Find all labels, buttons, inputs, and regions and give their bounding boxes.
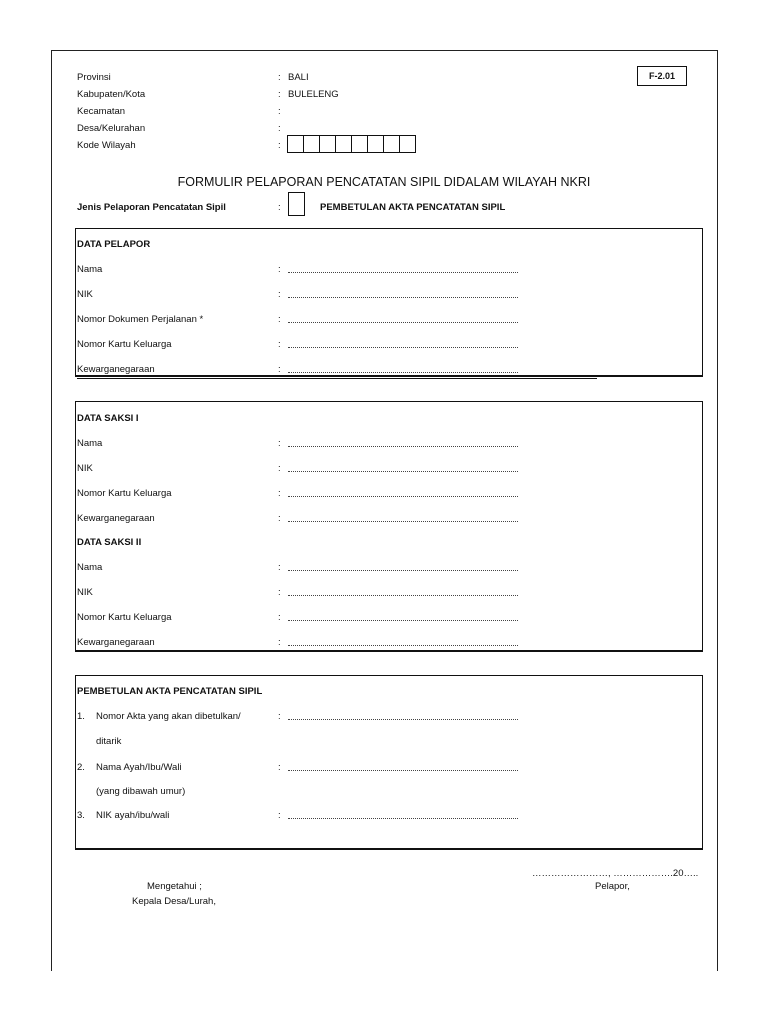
nik-ayah-label: NIK ayah/ibu/wali [96,810,170,821]
colon: : [278,637,281,648]
item-number: 2. [77,762,85,773]
colon: : [278,264,281,275]
kode-box[interactable] [287,135,304,153]
pelapor-dokumen-field[interactable] [288,322,518,323]
pelapor-nik-field[interactable] [288,297,518,298]
saksi2-kewarganegaraan-field[interactable] [288,645,518,646]
form-code-badge: F-2.01 [637,66,687,86]
kode-wilayah-colon: : [278,140,281,151]
kabupaten-colon: : [278,89,281,100]
jenis-colon: : [278,202,281,213]
kode-box[interactable] [399,135,416,153]
pembetulan-heading: PEMBETULAN AKTA PENCATATAN SIPIL [77,686,263,697]
saksi2-nama-label: Nama [77,562,103,573]
colon: : [278,810,281,821]
nik-ayah-field[interactable] [288,818,518,819]
saksi1-nik-label: NIK [77,463,93,474]
jenis-label: Jenis Pelaporan Pencatatan Sipil [77,202,226,213]
kode-box[interactable] [383,135,400,153]
kecamatan-label: Kecamatan [77,106,126,117]
saksi1-kewarganegaraan-field[interactable] [288,521,518,522]
saksi2-nik-field[interactable] [288,595,518,596]
mengetahui-label: Mengetahui ; [147,881,202,892]
kode-box[interactable] [319,135,336,153]
colon: : [278,488,281,499]
colon: : [278,762,281,773]
jenis-value: PEMBETULAN AKTA PENCATATAN SIPIL [320,202,506,213]
kode-box[interactable] [335,135,352,153]
saksi1-nama-field[interactable] [288,446,518,447]
nomor-akta-label-cont: ditarik [96,736,122,747]
saksi2-kewarganegaraan-label: Kewarganegaraan [77,637,155,648]
kabupaten-label: Kabupaten/Kota [77,89,146,100]
pelapor-dokumen-label: Nomor Dokumen Perjalanan * [77,314,204,325]
row-underline [77,378,597,379]
kode-wilayah-label: Kode Wilayah [77,140,136,151]
pelapor-heading: DATA PELAPOR [77,239,151,250]
colon: : [278,438,281,449]
pelapor-kewarganegaraan-label: Kewarganegaraan [77,364,155,375]
saksi1-kk-label: Nomor Kartu Keluarga [77,488,172,499]
provinsi-label: Provinsi [77,72,111,83]
saksi2-kk-label: Nomor Kartu Keluarga [77,612,172,623]
nama-ayah-label: Nama Ayah/Ibu/Wali [96,762,182,773]
kode-box[interactable] [303,135,320,153]
pelapor-kewarganegaraan-field[interactable] [288,372,518,373]
desa-label: Desa/Kelurahan [77,123,146,134]
kabupaten-value: BULELENG [288,89,339,100]
saksi2-heading: DATA SAKSI II [77,537,142,548]
pelapor-nama-field[interactable] [288,272,518,273]
jenis-checkbox[interactable] [288,192,305,216]
provinsi-value: BALI [288,72,309,83]
colon: : [278,711,281,722]
colon: : [278,339,281,350]
colon: : [278,289,281,300]
colon: : [278,612,281,623]
form-title: FORMULIR PELAPORAN PENCATATAN SIPIL DIDALAM WILAYAH NKRI [177,175,591,189]
pelapor-nik-label: NIK [77,289,93,300]
saksi1-nik-field[interactable] [288,471,518,472]
pelapor-kk-field[interactable] [288,347,518,348]
section-data-pelapor [75,228,703,377]
pelapor-kk-label: Nomor Kartu Keluarga [77,339,172,350]
saksi1-nama-label: Nama [77,438,103,449]
colon: : [278,513,281,524]
kode-box[interactable] [367,135,384,153]
saksi1-kk-field[interactable] [288,496,518,497]
date-line: ……………………, ……………….20….. [532,868,699,879]
nama-ayah-label-cont: (yang dibawah umur) [96,786,186,797]
saksi2-nama-field[interactable] [288,570,518,571]
saksi2-nik-label: NIK [77,587,93,598]
colon: : [278,364,281,375]
nomor-akta-label: Nomor Akta yang akan dibetulkan/ [96,711,241,722]
kode-box[interactable] [351,135,368,153]
kecamatan-colon: : [278,106,281,117]
nomor-akta-field[interactable] [288,719,518,720]
colon: : [278,562,281,573]
colon: : [278,587,281,598]
saksi1-heading: DATA SAKSI I [77,413,139,424]
pelapor-signature-label: Pelapor, [595,881,630,892]
item-number: 3. [77,810,85,821]
saksi2-kk-field[interactable] [288,620,518,621]
desa-colon: : [278,123,281,134]
item-number: 1. [77,711,85,722]
provinsi-colon: : [278,72,281,83]
kepala-desa-label: Kepala Desa/Lurah, [132,896,216,907]
saksi1-kewarganegaraan-label: Kewarganegaraan [77,513,155,524]
colon: : [278,463,281,474]
colon: : [278,314,281,325]
pelapor-nama-label: Nama [77,264,103,275]
kode-wilayah-boxes[interactable] [287,135,416,153]
nama-ayah-field[interactable] [288,770,518,771]
